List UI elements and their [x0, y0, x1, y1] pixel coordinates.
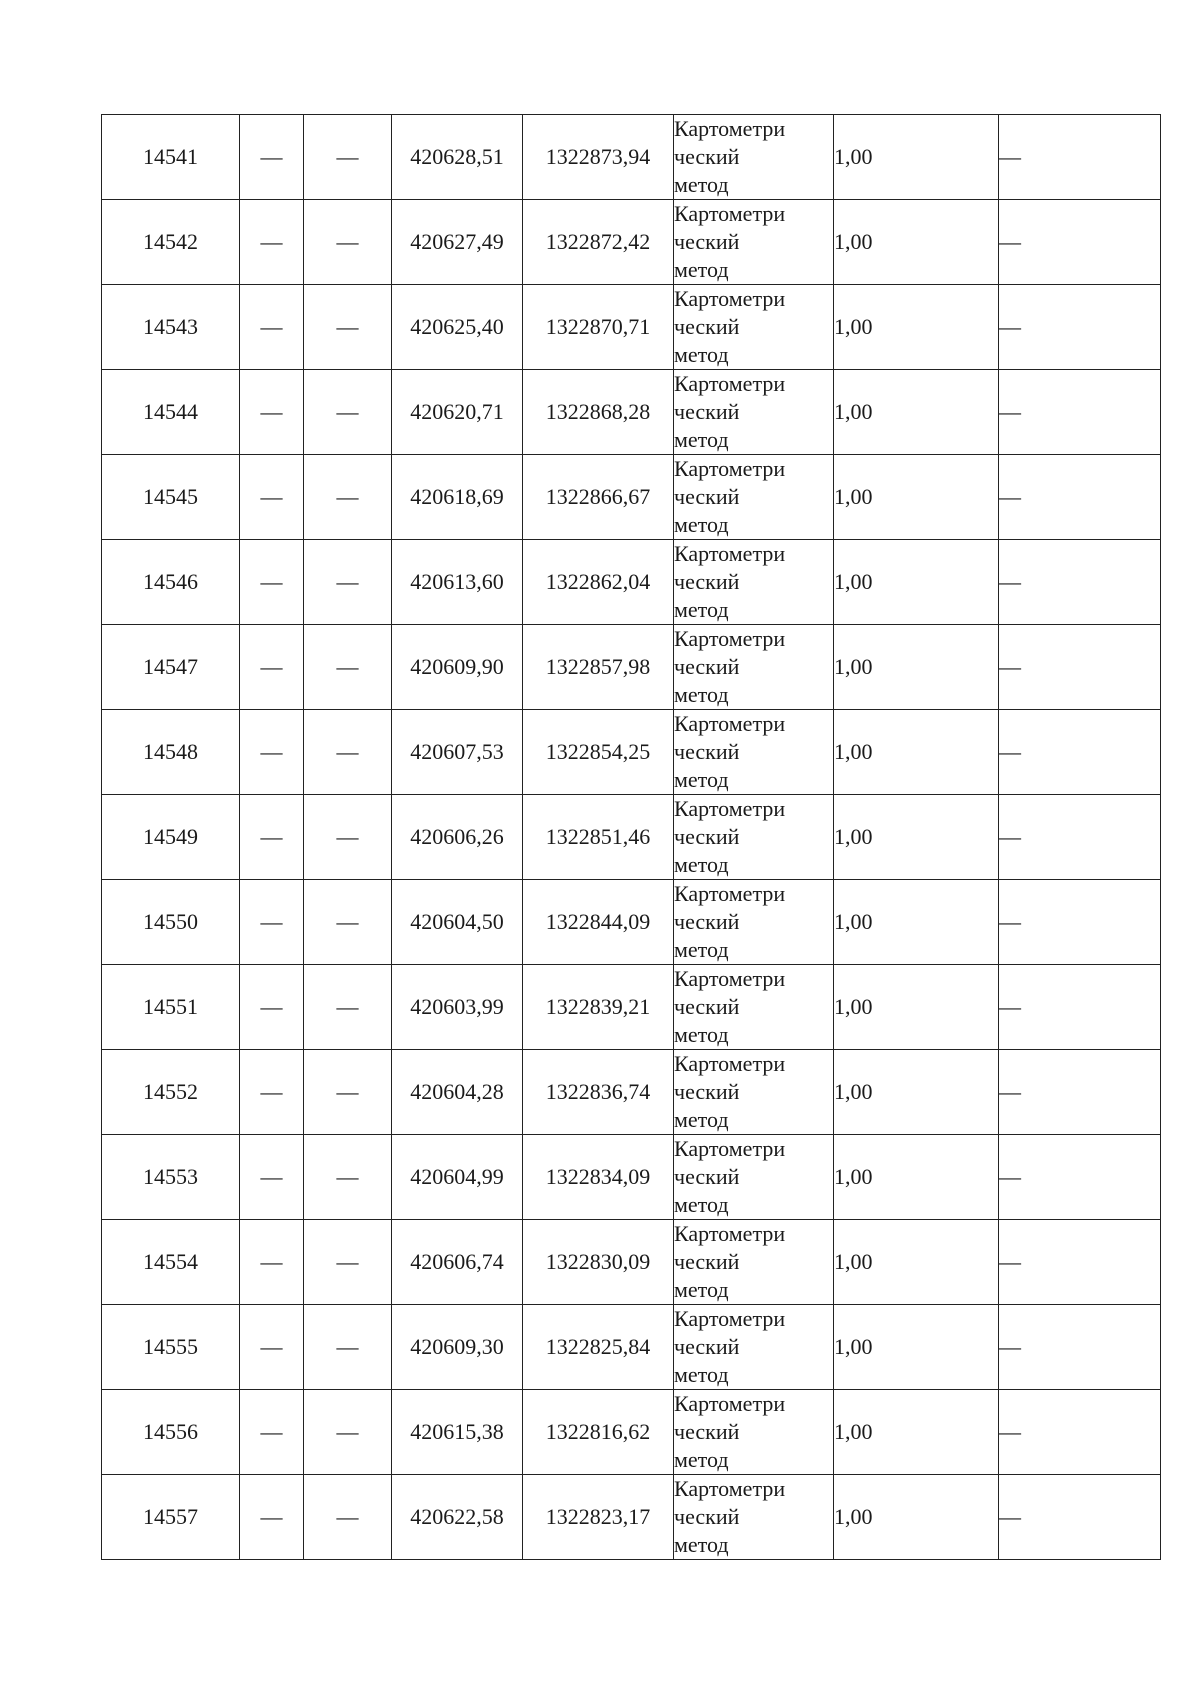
method-cell [674, 795, 834, 880]
method-text-line: Картометри [674, 371, 786, 396]
point-number-cell: 14547 [102, 625, 240, 710]
empty-value-cell: — [304, 540, 392, 625]
method-text-line: Картометри [674, 1391, 786, 1416]
empty-value-cell: — [999, 285, 1161, 370]
coordinate-y-cell: 1322866,67 [523, 455, 674, 540]
point-number-cell: 14548 [102, 710, 240, 795]
method-text-line: Картометри [674, 1221, 786, 1246]
method-text-line: ческий [674, 654, 740, 679]
coordinate-x-cell: 420609,30 [392, 1305, 523, 1390]
empty-value-cell: — [999, 795, 1161, 880]
method-text-line: метод [674, 1362, 729, 1387]
empty-value-cell: — [240, 1390, 304, 1475]
coordinate-x-cell: 420622,58 [392, 1475, 523, 1560]
empty-value-cell: — [999, 1050, 1161, 1135]
coordinate-y-cell: 1322839,21 [523, 965, 674, 1050]
accuracy-cell: 1,00 [834, 200, 999, 285]
empty-value-cell: — [240, 370, 304, 455]
method-cell [674, 370, 834, 455]
empty-value-cell: — [240, 540, 304, 625]
point-number-cell: 14556 [102, 1390, 240, 1475]
table-row [102, 285, 1161, 370]
empty-value-cell: — [999, 880, 1161, 965]
method-text-line: Картометри [674, 1306, 786, 1331]
method-text-line: ческий [674, 314, 740, 339]
method-text-line: Картометри [674, 286, 786, 311]
coordinate-y-cell: 1322836,74 [523, 1050, 674, 1135]
empty-value-cell: — [304, 1135, 392, 1220]
coordinate-y-cell: 1322857,98 [523, 625, 674, 710]
empty-value-cell: — [999, 1390, 1161, 1475]
method-text-line: ческий [674, 229, 740, 254]
empty-value-cell: — [240, 1220, 304, 1305]
method-text-line: ческий [674, 1334, 740, 1359]
method-text-line: Картометри [674, 796, 786, 821]
empty-value-cell: — [304, 1390, 392, 1475]
empty-value-cell: — [999, 625, 1161, 710]
coordinate-x-cell: 420613,60 [392, 540, 523, 625]
method-text-line: метод [674, 1192, 729, 1217]
coordinate-y-cell: 1322834,09 [523, 1135, 674, 1220]
method-cell [674, 115, 834, 200]
table-row [102, 1475, 1161, 1560]
method-text-line: ческий [674, 909, 740, 934]
empty-value-cell: — [240, 1475, 304, 1560]
method-text-line: Картометри [674, 966, 786, 991]
method-cell [674, 1220, 834, 1305]
empty-value-cell: — [240, 115, 304, 200]
method-cell [674, 625, 834, 710]
method-text-line: метод [674, 257, 729, 282]
coordinate-x-cell: 420625,40 [392, 285, 523, 370]
table-body [102, 115, 1161, 1560]
empty-value-cell: — [304, 880, 392, 965]
empty-value-cell: — [304, 115, 392, 200]
method-cell [674, 1305, 834, 1390]
point-number-cell: 14550 [102, 880, 240, 965]
empty-value-cell: — [240, 880, 304, 965]
coordinate-y-cell: 1322868,28 [523, 370, 674, 455]
empty-value-cell: — [999, 1475, 1161, 1560]
coordinate-x-cell: 420618,69 [392, 455, 523, 540]
method-text-line: ческий [674, 1504, 740, 1529]
method-text-line: метод [674, 1022, 729, 1047]
coordinate-y-cell: 1322823,17 [523, 1475, 674, 1560]
method-cell [674, 1475, 834, 1560]
table-row [102, 370, 1161, 455]
accuracy-cell: 1,00 [834, 540, 999, 625]
empty-value-cell: — [999, 540, 1161, 625]
empty-value-cell: — [240, 795, 304, 880]
method-text-line: ческий [674, 569, 740, 594]
method-text-line: Картометри [674, 626, 786, 651]
table-row [102, 1390, 1161, 1475]
coordinate-x-cell: 420604,50 [392, 880, 523, 965]
coordinate-x-cell: 420604,28 [392, 1050, 523, 1135]
method-cell [674, 540, 834, 625]
point-number-cell: 14542 [102, 200, 240, 285]
method-text-line: Картометри [674, 456, 786, 481]
accuracy-cell: 1,00 [834, 115, 999, 200]
coordinate-y-cell: 1322854,25 [523, 710, 674, 795]
point-number-cell: 14541 [102, 115, 240, 200]
table-row [102, 1305, 1161, 1390]
empty-value-cell: — [999, 200, 1161, 285]
method-text-line: Картометри [674, 711, 786, 736]
empty-value-cell: — [999, 455, 1161, 540]
coordinate-y-cell: 1322825,84 [523, 1305, 674, 1390]
method-cell [674, 710, 834, 795]
empty-value-cell: — [304, 795, 392, 880]
method-text-line: ческий [674, 824, 740, 849]
empty-value-cell: — [240, 455, 304, 540]
method-text-line: метод [674, 512, 729, 537]
empty-value-cell: — [240, 965, 304, 1050]
point-number-cell: 14545 [102, 455, 240, 540]
accuracy-cell: 1,00 [834, 1135, 999, 1220]
accuracy-cell: 1,00 [834, 370, 999, 455]
point-number-cell: 14544 [102, 370, 240, 455]
table-row [102, 1050, 1161, 1135]
empty-value-cell: — [240, 1135, 304, 1220]
method-text-line: ческий [674, 739, 740, 764]
method-cell [674, 1135, 834, 1220]
coordinate-y-cell: 1322844,09 [523, 880, 674, 965]
method-text-line: ческий [674, 994, 740, 1019]
empty-value-cell: — [240, 1050, 304, 1135]
accuracy-cell: 1,00 [834, 1390, 999, 1475]
method-text-line: метод [674, 852, 729, 877]
empty-value-cell: — [240, 200, 304, 285]
method-text-line: метод [674, 172, 729, 197]
method-cell [674, 1050, 834, 1135]
accuracy-cell: 1,00 [834, 1050, 999, 1135]
empty-value-cell: — [304, 710, 392, 795]
coordinate-x-cell: 420627,49 [392, 200, 523, 285]
method-cell [674, 285, 834, 370]
table-row [102, 965, 1161, 1050]
coordinates-table [101, 114, 1161, 1560]
accuracy-cell: 1,00 [834, 625, 999, 710]
coordinate-y-cell: 1322816,62 [523, 1390, 674, 1475]
table-row [102, 795, 1161, 880]
table-row [102, 115, 1161, 200]
accuracy-cell: 1,00 [834, 795, 999, 880]
method-cell [674, 200, 834, 285]
method-text-line: метод [674, 1447, 729, 1472]
coordinate-x-cell: 420606,26 [392, 795, 523, 880]
method-text-line: ческий [674, 1079, 740, 1104]
empty-value-cell: — [304, 1305, 392, 1390]
method-cell [674, 1390, 834, 1475]
empty-value-cell: — [304, 1220, 392, 1305]
empty-value-cell: — [304, 455, 392, 540]
accuracy-cell: 1,00 [834, 710, 999, 795]
method-text-line: метод [674, 1532, 729, 1557]
empty-value-cell: — [999, 965, 1161, 1050]
point-number-cell: 14553 [102, 1135, 240, 1220]
point-number-cell: 14557 [102, 1475, 240, 1560]
accuracy-cell: 1,00 [834, 1305, 999, 1390]
empty-value-cell: — [304, 370, 392, 455]
method-text-line: ческий [674, 399, 740, 424]
point-number-cell: 14554 [102, 1220, 240, 1305]
table-row [102, 710, 1161, 795]
empty-value-cell: — [240, 285, 304, 370]
method-cell [674, 880, 834, 965]
coordinate-x-cell: 420607,53 [392, 710, 523, 795]
point-number-cell: 14551 [102, 965, 240, 1050]
method-text-line: Картометри [674, 881, 786, 906]
empty-value-cell: — [999, 115, 1161, 200]
table-row [102, 1135, 1161, 1220]
point-number-cell: 14543 [102, 285, 240, 370]
method-text-line: ческий [674, 1419, 740, 1444]
empty-value-cell: — [304, 1475, 392, 1560]
accuracy-cell: 1,00 [834, 880, 999, 965]
method-text-line: метод [674, 427, 729, 452]
coordinate-y-cell: 1322870,71 [523, 285, 674, 370]
coordinate-y-cell: 1322830,09 [523, 1220, 674, 1305]
empty-value-cell: — [304, 965, 392, 1050]
empty-value-cell: — [240, 625, 304, 710]
accuracy-cell: 1,00 [834, 285, 999, 370]
empty-value-cell: — [240, 1305, 304, 1390]
point-number-cell: 14552 [102, 1050, 240, 1135]
method-text-line: Картометри [674, 1476, 786, 1501]
method-text-line: ческий [674, 484, 740, 509]
method-text-line: ческий [674, 144, 740, 169]
table-row [102, 200, 1161, 285]
empty-value-cell: — [240, 710, 304, 795]
method-text-line: метод [674, 1107, 729, 1132]
method-text-line: метод [674, 767, 729, 792]
method-text-line: ческий [674, 1164, 740, 1189]
coordinate-y-cell: 1322862,04 [523, 540, 674, 625]
method-text-line: Картометри [674, 1136, 786, 1161]
table-row [102, 540, 1161, 625]
table-row [102, 625, 1161, 710]
coordinate-y-cell: 1322873,94 [523, 115, 674, 200]
empty-value-cell: — [304, 285, 392, 370]
method-text-line: ческий [674, 1249, 740, 1274]
empty-value-cell: — [304, 625, 392, 710]
empty-value-cell: — [999, 1220, 1161, 1305]
method-text-line: метод [674, 1277, 729, 1302]
table-row [102, 455, 1161, 540]
empty-value-cell: — [999, 370, 1161, 455]
coordinate-y-cell: 1322872,42 [523, 200, 674, 285]
coordinate-x-cell: 420606,74 [392, 1220, 523, 1305]
coordinate-x-cell: 420603,99 [392, 965, 523, 1050]
coordinate-x-cell: 420609,90 [392, 625, 523, 710]
table-row [102, 880, 1161, 965]
accuracy-cell: 1,00 [834, 455, 999, 540]
empty-value-cell: — [999, 1305, 1161, 1390]
empty-value-cell: — [999, 1135, 1161, 1220]
coordinate-x-cell: 420615,38 [392, 1390, 523, 1475]
empty-value-cell: — [304, 1050, 392, 1135]
accuracy-cell: 1,00 [834, 965, 999, 1050]
point-number-cell: 14549 [102, 795, 240, 880]
table-row [102, 1220, 1161, 1305]
accuracy-cell: 1,00 [834, 1475, 999, 1560]
point-number-cell: 14546 [102, 540, 240, 625]
coordinate-x-cell: 420620,71 [392, 370, 523, 455]
method-text-line: метод [674, 597, 729, 622]
coordinate-y-cell: 1322851,46 [523, 795, 674, 880]
empty-value-cell: — [999, 710, 1161, 795]
method-cell [674, 965, 834, 1050]
method-cell [674, 455, 834, 540]
method-text-line: Картометри [674, 1051, 786, 1076]
method-text-line: метод [674, 342, 729, 367]
coordinate-x-cell: 420628,51 [392, 115, 523, 200]
accuracy-cell: 1,00 [834, 1220, 999, 1305]
coordinate-x-cell: 420604,99 [392, 1135, 523, 1220]
method-text-line: Картометри [674, 201, 786, 226]
empty-value-cell: — [304, 200, 392, 285]
point-number-cell: 14555 [102, 1305, 240, 1390]
method-text-line: Картометри [674, 116, 786, 141]
method-text-line: метод [674, 682, 729, 707]
method-text-line: метод [674, 937, 729, 962]
method-text-line: Картометри [674, 541, 786, 566]
